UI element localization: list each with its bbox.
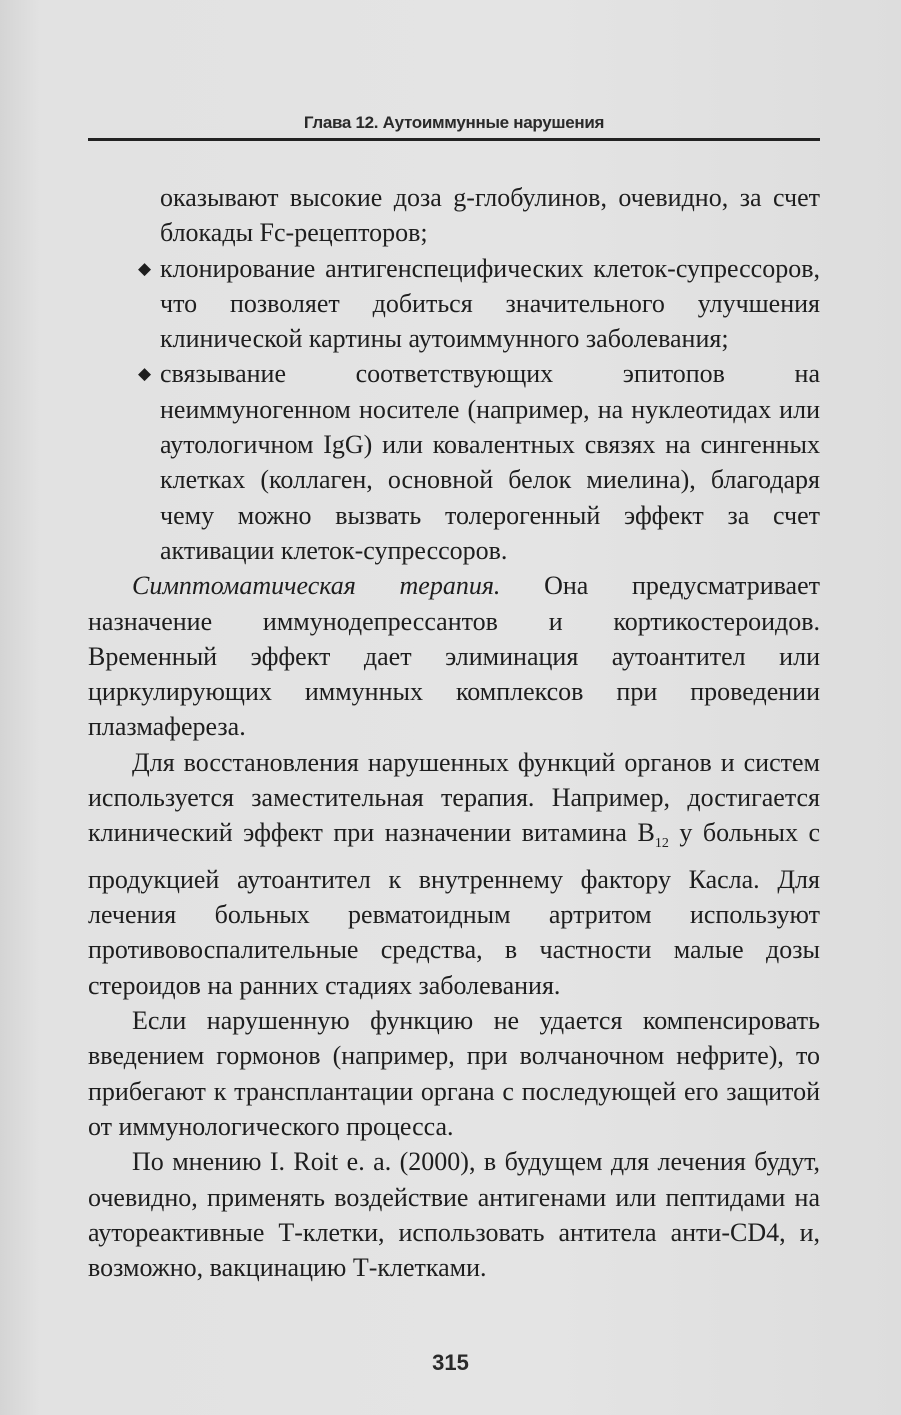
symptomatic-therapy-text: Она предусматривает назначение иммунодепрессантов и кортикостероидов. Временный эффект дает элиминация аутоантител или циркулирующих иммунных комплексов при проведении плазмафереза. xyxy=(88,571,820,742)
list-item-text: клонирование антигенспецифических клеток-супрессоров, что позволяет добиться значительного улучшения клинической картины аутоиммунного заболевания; xyxy=(160,253,820,354)
paragraph-text: Для восстановления нарушенных функций органов и систем используется заместительная терапия. Например, достигается клинический эффект при назначении витамина B xyxy=(88,747,820,848)
paragraph-future-treatment: По мнению I. Roit e. a. (2000), в будущем для лечения будут, очевидно, применять воздействие антигенами или пептидами на аутореактивные Т-клетки, использовать антитела анти-CD4, и, возможно, вакцинацию Т-клетками. xyxy=(88,1147,820,1283)
paragraph-transplantation: Если нарушенную функцию не удается компенсировать введением гормонов (например, при волчаночном нефрите), то прибегают к трансплантации органа с последующей его защитой от иммунологического процесса. xyxy=(88,1006,820,1141)
paragraph-text: у больных с продукцией аутоантител к внутреннему фактору Касла. Для лечения больных ревматоидным артритом используют противовоспалительные средства, в частности малые дозы стероидов на ранних стадиях заболевания. xyxy=(88,818,821,1000)
list-item-text: связывание соответствующих эпитопов на неиммуногенном носителе (например, на нуклеотидах или аутологичном IgG) или ковалентных связях на сингенных клетках (коллаген, основной белок миелина), благодаря чему можно вызвать толерогенный эффект за счет активации клеток-супрессоров. xyxy=(160,359,820,565)
header-rule xyxy=(88,138,820,141)
paragraph-replacement-therapy xyxy=(88,745,820,1003)
running-head: Глава 12. Аутоиммунные нарушения xyxy=(303,113,605,132)
paragraph-symptomatic-therapy xyxy=(88,568,820,744)
body-text xyxy=(88,180,820,1285)
continuation-paragraph: оказывают высокие доза g-глобулинов, очевидно, за счет блокады Fc-рецепторов; xyxy=(160,183,820,248)
diamond-bullet-icon: ◆ xyxy=(138,364,152,384)
page-number: 315 xyxy=(432,1350,469,1375)
diamond-bullet-icon: ◆ xyxy=(138,258,152,278)
list-item xyxy=(138,251,820,357)
vitamin-subscript: 12 xyxy=(654,836,669,852)
list-item xyxy=(138,356,820,568)
bullet-list xyxy=(88,251,820,569)
symptomatic-therapy-lead: Симптоматическая терапия. xyxy=(132,571,501,601)
